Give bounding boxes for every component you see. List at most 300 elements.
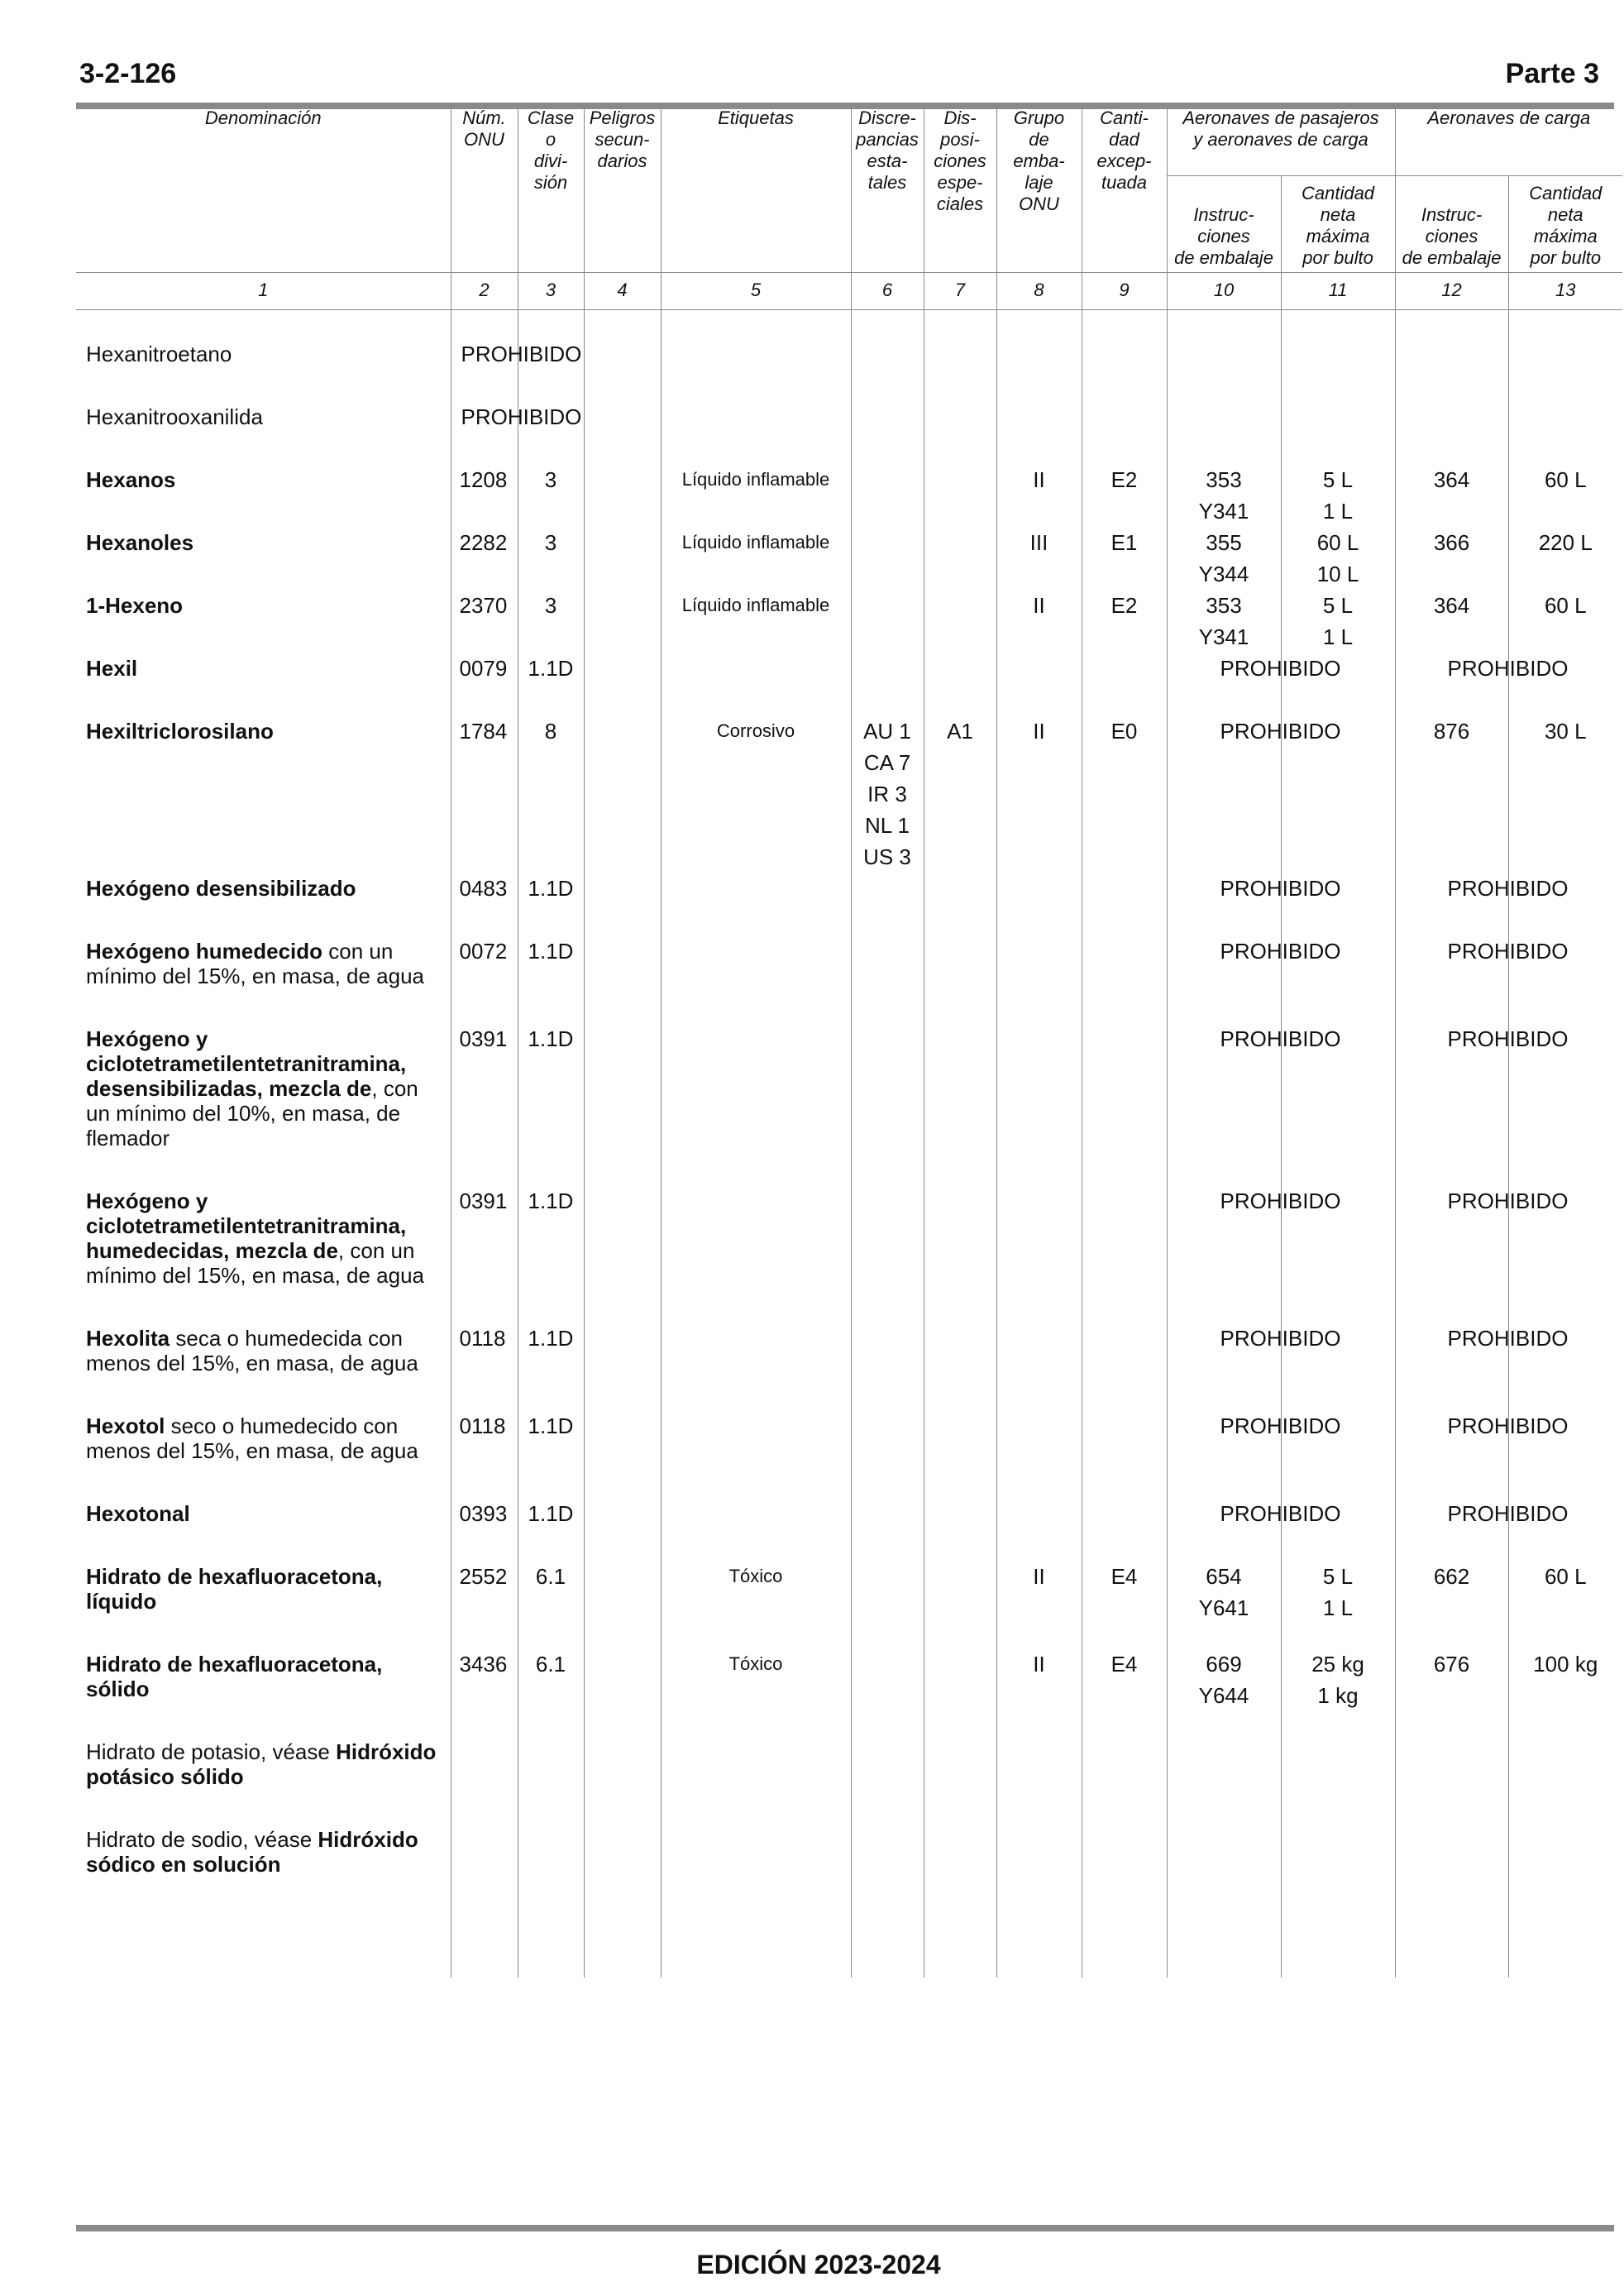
- table-row: [76, 401, 1622, 464]
- header-line: posi-: [940, 129, 980, 150]
- header-line: ciones: [1197, 226, 1250, 246]
- onu-number: 0118: [459, 1413, 506, 1438]
- table-row: [76, 1023, 1622, 1185]
- instrucciones-pasajeros-cell: [1167, 1185, 1341, 1323]
- discrepancias-cell: [851, 715, 924, 873]
- cantidad-value: 60 L: [1316, 530, 1359, 555]
- prohibido-label: PROHIBIDO: [1220, 876, 1341, 901]
- header-line: secun-: [595, 129, 650, 150]
- discrepancias-cell: [851, 873, 924, 935]
- cantidad-carga-cell: [1508, 1561, 1622, 1648]
- header-line: por bulto: [1530, 247, 1602, 268]
- grupo-value: II: [1033, 593, 1045, 618]
- clase-cell: [518, 1736, 584, 1824]
- denominacion-text: Hidrato de hexafluoracetona, sólido: [86, 1652, 383, 1701]
- grupo-cell: [996, 1824, 1082, 1911]
- instrucciones-value: 364: [1433, 467, 1470, 492]
- cantidad-value: 1 kg: [1317, 1683, 1359, 1708]
- cantidad-exceptuada-value: E2: [1111, 467, 1138, 492]
- cantidad-carga-cell: [1508, 338, 1622, 401]
- cantidad-carga-cell: [1508, 1824, 1622, 1911]
- denominacion-text: Hexógeno desensibilizado: [86, 876, 356, 901]
- disposiciones-cell: [924, 1323, 996, 1410]
- grupo-cell: [996, 1185, 1082, 1323]
- etiqueta-value: Líquido inflamable: [681, 469, 830, 490]
- header-line: ciones: [1425, 226, 1478, 246]
- column-number: 8: [996, 273, 1082, 310]
- grupo-cell: [996, 715, 1082, 873]
- denominacion-cell: [76, 338, 451, 401]
- cantidad-exceptuada-cell: [1082, 715, 1167, 873]
- header-line: Grupo: [1013, 108, 1065, 128]
- column-number: 2: [451, 273, 518, 310]
- disposiciones-cell: [924, 338, 996, 401]
- header-line: Aeronaves de pasajeros: [1182, 108, 1379, 128]
- instrucciones-value: Y341: [1198, 624, 1249, 649]
- table-row: [76, 1648, 1622, 1736]
- disposiciones-cell: [924, 1736, 996, 1824]
- peligros-cell: [584, 401, 661, 464]
- grupo-cell: [996, 590, 1082, 653]
- grupo-value: III: [1029, 530, 1048, 555]
- table-row: [76, 1185, 1622, 1323]
- onu-cell: [451, 1410, 518, 1498]
- denominacion-cell: [76, 1561, 451, 1648]
- cantidad-pasajeros-cell: [1281, 1824, 1395, 1911]
- edition-footer: EDICIÓN 2023-2024: [696, 2250, 941, 2279]
- cantidad-carga-cell: [1508, 715, 1622, 873]
- denominacion-cell: [76, 715, 451, 873]
- grupo-cell: [996, 1561, 1082, 1648]
- instrucciones-carga-cell: [1395, 527, 1508, 590]
- peligros-cell: [584, 1185, 661, 1323]
- denominacion-cell: [76, 1498, 451, 1561]
- header-line: de embalaje: [1402, 247, 1502, 268]
- peligros-cell: [584, 1824, 661, 1911]
- header-line: neta: [1547, 204, 1583, 225]
- header-line: Aeronaves de carga: [1427, 108, 1591, 128]
- denominacion-cell: [76, 464, 451, 527]
- header-line: Peligros: [589, 108, 656, 128]
- table-row: [76, 873, 1622, 935]
- cantidad-value: 30 L: [1544, 719, 1587, 744]
- grupo-cell: [996, 338, 1082, 401]
- cantidad-exceptuada-cell: [1082, 1498, 1167, 1561]
- header-line: y aeronaves de carga: [1193, 129, 1368, 150]
- disposiciones-cell: [924, 1648, 996, 1736]
- discrepancias-cell: [851, 464, 924, 527]
- peligros-cell: [584, 1736, 661, 1824]
- disposicion-value: A1: [947, 719, 973, 744]
- instrucciones-pasajeros-cell: [1167, 464, 1281, 527]
- instrucciones-carga-cell: [1395, 715, 1508, 873]
- discrepancia-value: AU 1: [863, 719, 911, 744]
- etiqueta-value: Líquido inflamable: [681, 532, 830, 552]
- disposiciones-cell: [924, 464, 996, 527]
- table-row: [76, 935, 1622, 1023]
- prohibido-label: PROHIBIDO: [1220, 1326, 1341, 1351]
- header-line: Cantidad: [1301, 183, 1375, 203]
- grupo-cell: [996, 1023, 1082, 1185]
- cantidad-value: 5 L: [1322, 467, 1354, 492]
- prohibido-label: PROHIBIDO: [1220, 1026, 1341, 1051]
- onu-cell: [451, 715, 518, 873]
- instrucciones-value: 662: [1433, 1564, 1470, 1589]
- col-onu: [451, 106, 518, 273]
- grupo-cell: [996, 935, 1082, 1023]
- denominacion-text: Hexógeno humedecido: [86, 939, 323, 964]
- cantidad-exceptuada-cell: [1082, 527, 1167, 590]
- instrucciones-carga-cell: [1395, 1736, 1508, 1824]
- header-line: máxima: [1306, 226, 1370, 246]
- column-number: 13: [1508, 273, 1622, 310]
- instrucciones-pasajeros-cell: [1167, 873, 1341, 935]
- clase-cell: [518, 873, 584, 935]
- instrucciones-value: Y344: [1198, 562, 1249, 586]
- peligros-cell: [584, 653, 661, 715]
- discrepancias-cell: [851, 1561, 924, 1648]
- col-peligros: [584, 106, 661, 273]
- discrepancias-cell: [851, 338, 924, 401]
- table-row: [76, 1410, 1622, 1498]
- clase-value: 1.1D: [528, 1501, 574, 1526]
- instrucciones-value: 355: [1206, 530, 1242, 555]
- instrucciones-carga-cell: [1395, 653, 1569, 715]
- instrucciones-value: 353: [1206, 593, 1242, 618]
- clase-value: 1.1D: [528, 656, 574, 681]
- clase-cell: [518, 527, 584, 590]
- clase-value: 3: [544, 593, 557, 618]
- header-line: tuada: [1101, 172, 1148, 193]
- denominacion-text: 1-Hexeno: [86, 593, 184, 618]
- denominacion-cell: [76, 1185, 451, 1323]
- denominacion-cell: [76, 873, 451, 935]
- table-row: [76, 1323, 1622, 1410]
- prohibido-label: PROHIBIDO: [1447, 876, 1569, 901]
- discrepancias-cell: [851, 527, 924, 590]
- onu-cell: [451, 527, 518, 590]
- grupo-value: II: [1033, 467, 1045, 492]
- instrucciones-carga-cell: [1395, 935, 1569, 1023]
- denominacion-text: Hexanos: [86, 467, 176, 492]
- denominacion-cell: [76, 590, 451, 653]
- disposiciones-cell: [924, 401, 996, 464]
- discrepancias-cell: [851, 1498, 924, 1561]
- column-number: 3: [518, 273, 584, 310]
- denominacion-text: Hidrato de sodio, véase: [86, 1827, 318, 1852]
- header-line: dad: [1109, 129, 1139, 150]
- denominacion-text: Hidrato de potasio, véase: [86, 1739, 337, 1764]
- header-line: o: [545, 129, 556, 150]
- cantidad-exceptuada-cell: [1082, 590, 1167, 653]
- cantidad-value: 60 L: [1544, 467, 1587, 492]
- instrucciones-value: 366: [1433, 530, 1470, 555]
- peligros-cell: [584, 1498, 661, 1561]
- instrucciones-pasajeros-cell: [1167, 590, 1281, 653]
- clase-value: 1.1D: [528, 939, 574, 964]
- peligros-cell: [584, 527, 661, 590]
- onu-number: 0079: [459, 656, 508, 681]
- cantidad-pasajeros-cell: [1281, 464, 1395, 527]
- instrucciones-carga-cell: [1395, 1498, 1569, 1561]
- discrepancia-value: US 3: [863, 844, 911, 869]
- group-carga: [1395, 106, 1622, 176]
- header-line: por bulto: [1302, 247, 1373, 268]
- denominacion-text: con un mínimo del 15%, en masa, de agua: [86, 939, 425, 988]
- instrucciones-pasajeros-cell: [1167, 1023, 1341, 1185]
- prohibido-label: PROHIBIDO: [1220, 1501, 1341, 1526]
- denominacion-cell: [76, 653, 451, 715]
- instrucciones-value: Y341: [1198, 499, 1249, 524]
- onu-cell: [451, 464, 518, 527]
- peligros-cell: [584, 873, 661, 935]
- cantidad-value: 5 L: [1322, 1564, 1354, 1589]
- denominacion-cell: [76, 1736, 451, 1824]
- column-number: 4: [584, 273, 661, 310]
- instrucciones-pasajeros-cell: [1167, 715, 1341, 873]
- instrucciones-value: 364: [1433, 593, 1470, 618]
- etiqueta-cell: [661, 401, 851, 464]
- discrepancias-cell: [851, 1410, 924, 1498]
- peligros-cell: [584, 1023, 661, 1185]
- denominacion-cell: [76, 1410, 451, 1498]
- onu-cell: [451, 1323, 518, 1410]
- prohibido-label: PROHIBIDO: [1220, 1189, 1341, 1213]
- header-line: Instruc-: [1193, 204, 1254, 225]
- grupo-cell: [996, 401, 1082, 464]
- prohibido-label: PROHIBIDO: [1447, 656, 1569, 681]
- column-number: 6: [851, 273, 924, 310]
- clase-value: 1.1D: [528, 1413, 574, 1438]
- header-line: divi-: [533, 151, 568, 171]
- instrucciones-pasajeros-cell: [1167, 1561, 1281, 1648]
- cantidad-exceptuada-value: E0: [1111, 719, 1138, 744]
- instrucciones-pasajeros-cell: [1167, 1648, 1281, 1736]
- cantidad-carga-cell: [1508, 527, 1622, 590]
- onu-cell: [451, 401, 582, 464]
- instrucciones-value: 876: [1433, 719, 1470, 744]
- etiqueta-cell: [661, 527, 851, 590]
- discrepancias-cell: [851, 1323, 924, 1410]
- header-line: máxima: [1533, 226, 1598, 246]
- col-denominacion: [76, 106, 451, 273]
- prohibido-label: PROHIBIDO: [1220, 719, 1341, 744]
- denominacion-text: Hexanitroetano: [86, 342, 232, 366]
- table-row: [76, 1561, 1622, 1648]
- clase-cell: [518, 1410, 584, 1498]
- column-number: 9: [1082, 273, 1167, 310]
- prohibido-label: PROHIBIDO: [1220, 656, 1341, 681]
- header-line: neta: [1320, 204, 1356, 225]
- cantidad-value: 1 L: [1322, 624, 1354, 649]
- cantidad-pasajeros-cell: [1281, 527, 1395, 590]
- header-line: Cantidad: [1529, 183, 1603, 203]
- cantidad-value: 5 L: [1322, 593, 1354, 618]
- onu-number: 2282: [459, 530, 508, 555]
- peligros-cell: [584, 1323, 661, 1410]
- prohibido-label: PROHIBIDO: [1220, 939, 1341, 964]
- cantidad-carga-cell: [1508, 590, 1622, 653]
- table-row: [76, 590, 1622, 653]
- etiqueta-cell: [661, 1498, 851, 1561]
- table-body: [76, 310, 1622, 1978]
- instrucciones-carga-cell: [1395, 1023, 1569, 1185]
- header-line: tales: [867, 172, 907, 193]
- header-line: emba-: [1013, 151, 1065, 171]
- denominacion-text: Hexolita: [86, 1326, 170, 1351]
- header-line: Discre-: [858, 108, 916, 128]
- grupo-cell: [996, 527, 1082, 590]
- header-line: Dis-: [943, 108, 977, 128]
- column-number: 12: [1395, 273, 1508, 310]
- col-etiquetas: [661, 106, 851, 273]
- cantidad-value: 220 L: [1538, 530, 1593, 555]
- discrepancias-cell: [851, 590, 924, 653]
- cantidad-exceptuada-cell: [1082, 935, 1167, 1023]
- col-clase: [518, 106, 584, 273]
- cantidad-carga-cell: [1508, 464, 1622, 527]
- denominacion-cell: [76, 401, 451, 464]
- instrucciones-pasajeros-cell: [1167, 1498, 1341, 1561]
- denominacion-text: Hexiltriclorosilano: [86, 719, 274, 744]
- disposiciones-cell: [924, 1561, 996, 1648]
- instrucciones-pasajeros-cell: [1167, 1736, 1281, 1824]
- instrucciones-carga-cell: [1395, 1648, 1508, 1736]
- cantidad-value: 1 L: [1322, 499, 1354, 524]
- denominacion-text: seco o humedecido con menos del 15%, en masa, de agua: [86, 1413, 418, 1463]
- etiqueta-cell: [661, 873, 851, 935]
- instrucciones-pasajeros-cell: [1167, 401, 1281, 464]
- col-discrepancias: [851, 106, 924, 273]
- onu-number: 3436: [459, 1652, 508, 1677]
- header-line: Clase: [527, 108, 575, 128]
- cantidad-exceptuada-cell: [1082, 1185, 1167, 1323]
- instrucciones-value: 353: [1206, 467, 1242, 492]
- disposiciones-cell: [924, 653, 996, 715]
- prohibido-label: PROHIBIDO: [1220, 1413, 1341, 1438]
- page-number: 3-2-126: [79, 58, 177, 89]
- denominacion-text: Hexógeno y ciclotetrametilentetranitramina, desensibilizadas, mezcla de: [86, 1026, 407, 1101]
- cantidad-value: 60 L: [1544, 1564, 1587, 1589]
- header-line: Etiquetas: [718, 108, 794, 128]
- peligros-cell: [584, 1561, 661, 1648]
- header-line: sión: [533, 172, 568, 193]
- instrucciones-pasajeros-cell: [1167, 1410, 1341, 1498]
- cantidad-pasajeros-cell: [1281, 338, 1395, 401]
- header-line: esta-: [867, 151, 908, 171]
- prohibido-label: PROHIBIDO: [1447, 1026, 1569, 1051]
- clase-cell: [518, 1323, 584, 1410]
- clase-cell: [518, 1648, 584, 1736]
- cantidad-exceptuada-cell: [1082, 1824, 1167, 1911]
- instrucciones-value: 654: [1206, 1564, 1242, 1589]
- prohibido-label: PROHIBIDO: [1447, 939, 1569, 964]
- instrucciones-pasajeros-cell: [1167, 1323, 1341, 1410]
- onu-cell: [451, 338, 582, 401]
- cantidad-carga-cell: [1508, 1648, 1622, 1736]
- table-row: [76, 1498, 1622, 1561]
- denominacion-text: Hidróxido potásico sólido: [86, 1739, 437, 1789]
- group-pasajeros: [1167, 106, 1395, 176]
- etiqueta-cell: [661, 1410, 851, 1498]
- etiqueta-value: Tóxico: [728, 1566, 783, 1586]
- cantidad-value: 25 kg: [1311, 1652, 1364, 1677]
- cantidad-exceptuada-cell: [1082, 1023, 1167, 1185]
- prohibido-label: PROHIBIDO: [461, 404, 582, 429]
- table-row: [76, 715, 1622, 873]
- instrucciones-value: Y644: [1198, 1683, 1249, 1708]
- col-instrucciones-carga: [1395, 176, 1508, 273]
- cantidad-pasajeros-cell: [1281, 401, 1395, 464]
- grupo-cell: [996, 1498, 1082, 1561]
- discrepancias-cell: [851, 1824, 924, 1911]
- clase-cell: [518, 715, 584, 873]
- disposiciones-cell: [924, 935, 996, 1023]
- instrucciones-carga-cell: [1395, 1323, 1569, 1410]
- cantidad-exceptuada-cell: [1082, 1561, 1167, 1648]
- onu-cell: [451, 873, 518, 935]
- peligros-cell: [584, 1410, 661, 1498]
- col-cantidad-carga: [1508, 176, 1622, 273]
- grupo-cell: [996, 464, 1082, 527]
- col-cantidad-exceptuada: [1082, 106, 1167, 273]
- clase-value: 1.1D: [528, 876, 574, 901]
- instrucciones-carga-cell: [1395, 873, 1569, 935]
- cantidad-exceptuada-cell: [1082, 873, 1167, 935]
- discrepancia-value: IR 3: [867, 782, 907, 806]
- discrepancias-cell: [851, 1648, 924, 1736]
- header-line: de embalaje: [1174, 247, 1273, 268]
- cantidad-pasajeros-cell: [1281, 1561, 1395, 1648]
- prohibido-label: PROHIBIDO: [461, 342, 582, 366]
- etiqueta-cell: [661, 590, 851, 653]
- column-number: 1: [76, 273, 451, 310]
- instrucciones-carga-cell: [1395, 1410, 1569, 1498]
- header-line: de: [1029, 129, 1049, 150]
- onu-cell: [451, 1023, 518, 1185]
- clase-value: 3: [544, 530, 557, 555]
- disposiciones-cell: [924, 715, 996, 873]
- etiqueta-cell: [661, 653, 851, 715]
- column-number: 10: [1167, 273, 1281, 310]
- header-line: ONU: [1019, 194, 1059, 214]
- grupo-cell: [996, 1736, 1082, 1824]
- header-line: darios: [597, 151, 647, 171]
- instrucciones-carga-cell: [1395, 464, 1508, 527]
- disposiciones-cell: [924, 1023, 996, 1185]
- grupo-cell: [996, 1410, 1082, 1498]
- cantidad-exceptuada-value: E2: [1111, 593, 1138, 618]
- denominacion-cell: [76, 1648, 451, 1736]
- clase-cell: [518, 1498, 584, 1561]
- instrucciones-pasajeros-cell: [1167, 653, 1341, 715]
- cantidad-exceptuada-value: E4: [1111, 1652, 1138, 1677]
- denominacion-text: Hexógeno y ciclotetrametilentetranitramina, humedecidas, mezcla de: [86, 1189, 407, 1263]
- denominacion-cell: [76, 1323, 451, 1410]
- disposiciones-cell: [924, 1824, 996, 1911]
- etiqueta-cell: [661, 1185, 851, 1323]
- peligros-cell: [584, 935, 661, 1023]
- instrucciones-carga-cell: [1395, 401, 1508, 464]
- prohibido-label: PROHIBIDO: [1447, 1413, 1569, 1438]
- clase-value: 6.1: [535, 1564, 566, 1589]
- cantidad-exceptuada-cell: [1082, 464, 1167, 527]
- cantidad-value: 100 kg: [1533, 1652, 1598, 1677]
- peligros-cell: [584, 715, 661, 873]
- prohibido-label: PROHIBIDO: [1447, 1326, 1569, 1351]
- cantidad-pasajeros-cell: [1281, 1648, 1395, 1736]
- clase-cell: [518, 653, 584, 715]
